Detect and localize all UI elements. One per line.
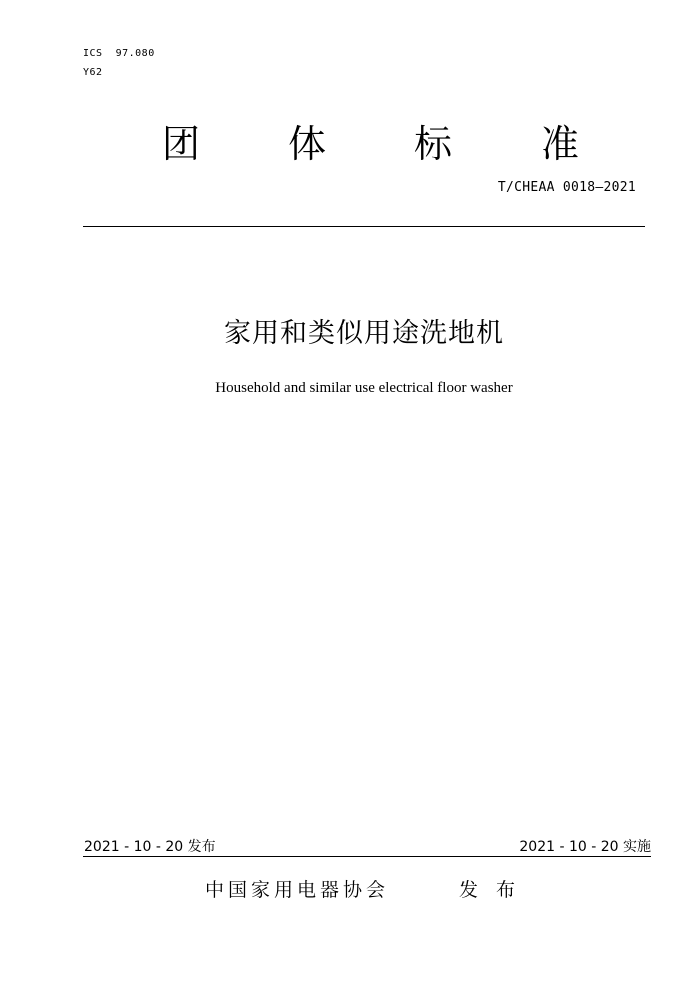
standard-type-char-1: 团	[162, 122, 201, 166]
publish-label: 发 布	[459, 879, 522, 901]
title-english: Household and similar use electrical floor washer	[215, 380, 513, 396]
publisher-name: 中国家用电器协会	[205, 879, 390, 901]
issue-date: 2021 - 10 - 20 发布	[84, 839, 216, 855]
title-chinese: 家用和类似用途洗地机	[224, 318, 504, 349]
standard-number: T/CHEAA 0018—2021	[497, 180, 636, 195]
header-divider	[83, 226, 645, 227]
standard-type-char-3: 标	[414, 122, 453, 166]
standard-type-char-2: 体	[288, 122, 327, 166]
ics-code: ICS 97.080	[83, 48, 155, 59]
footer-divider	[83, 856, 651, 857]
standard-type-char-4: 准	[541, 122, 580, 166]
ccs-code: Y62	[83, 67, 103, 78]
implementation-date: 2021 - 10 - 20 实施	[519, 839, 651, 855]
